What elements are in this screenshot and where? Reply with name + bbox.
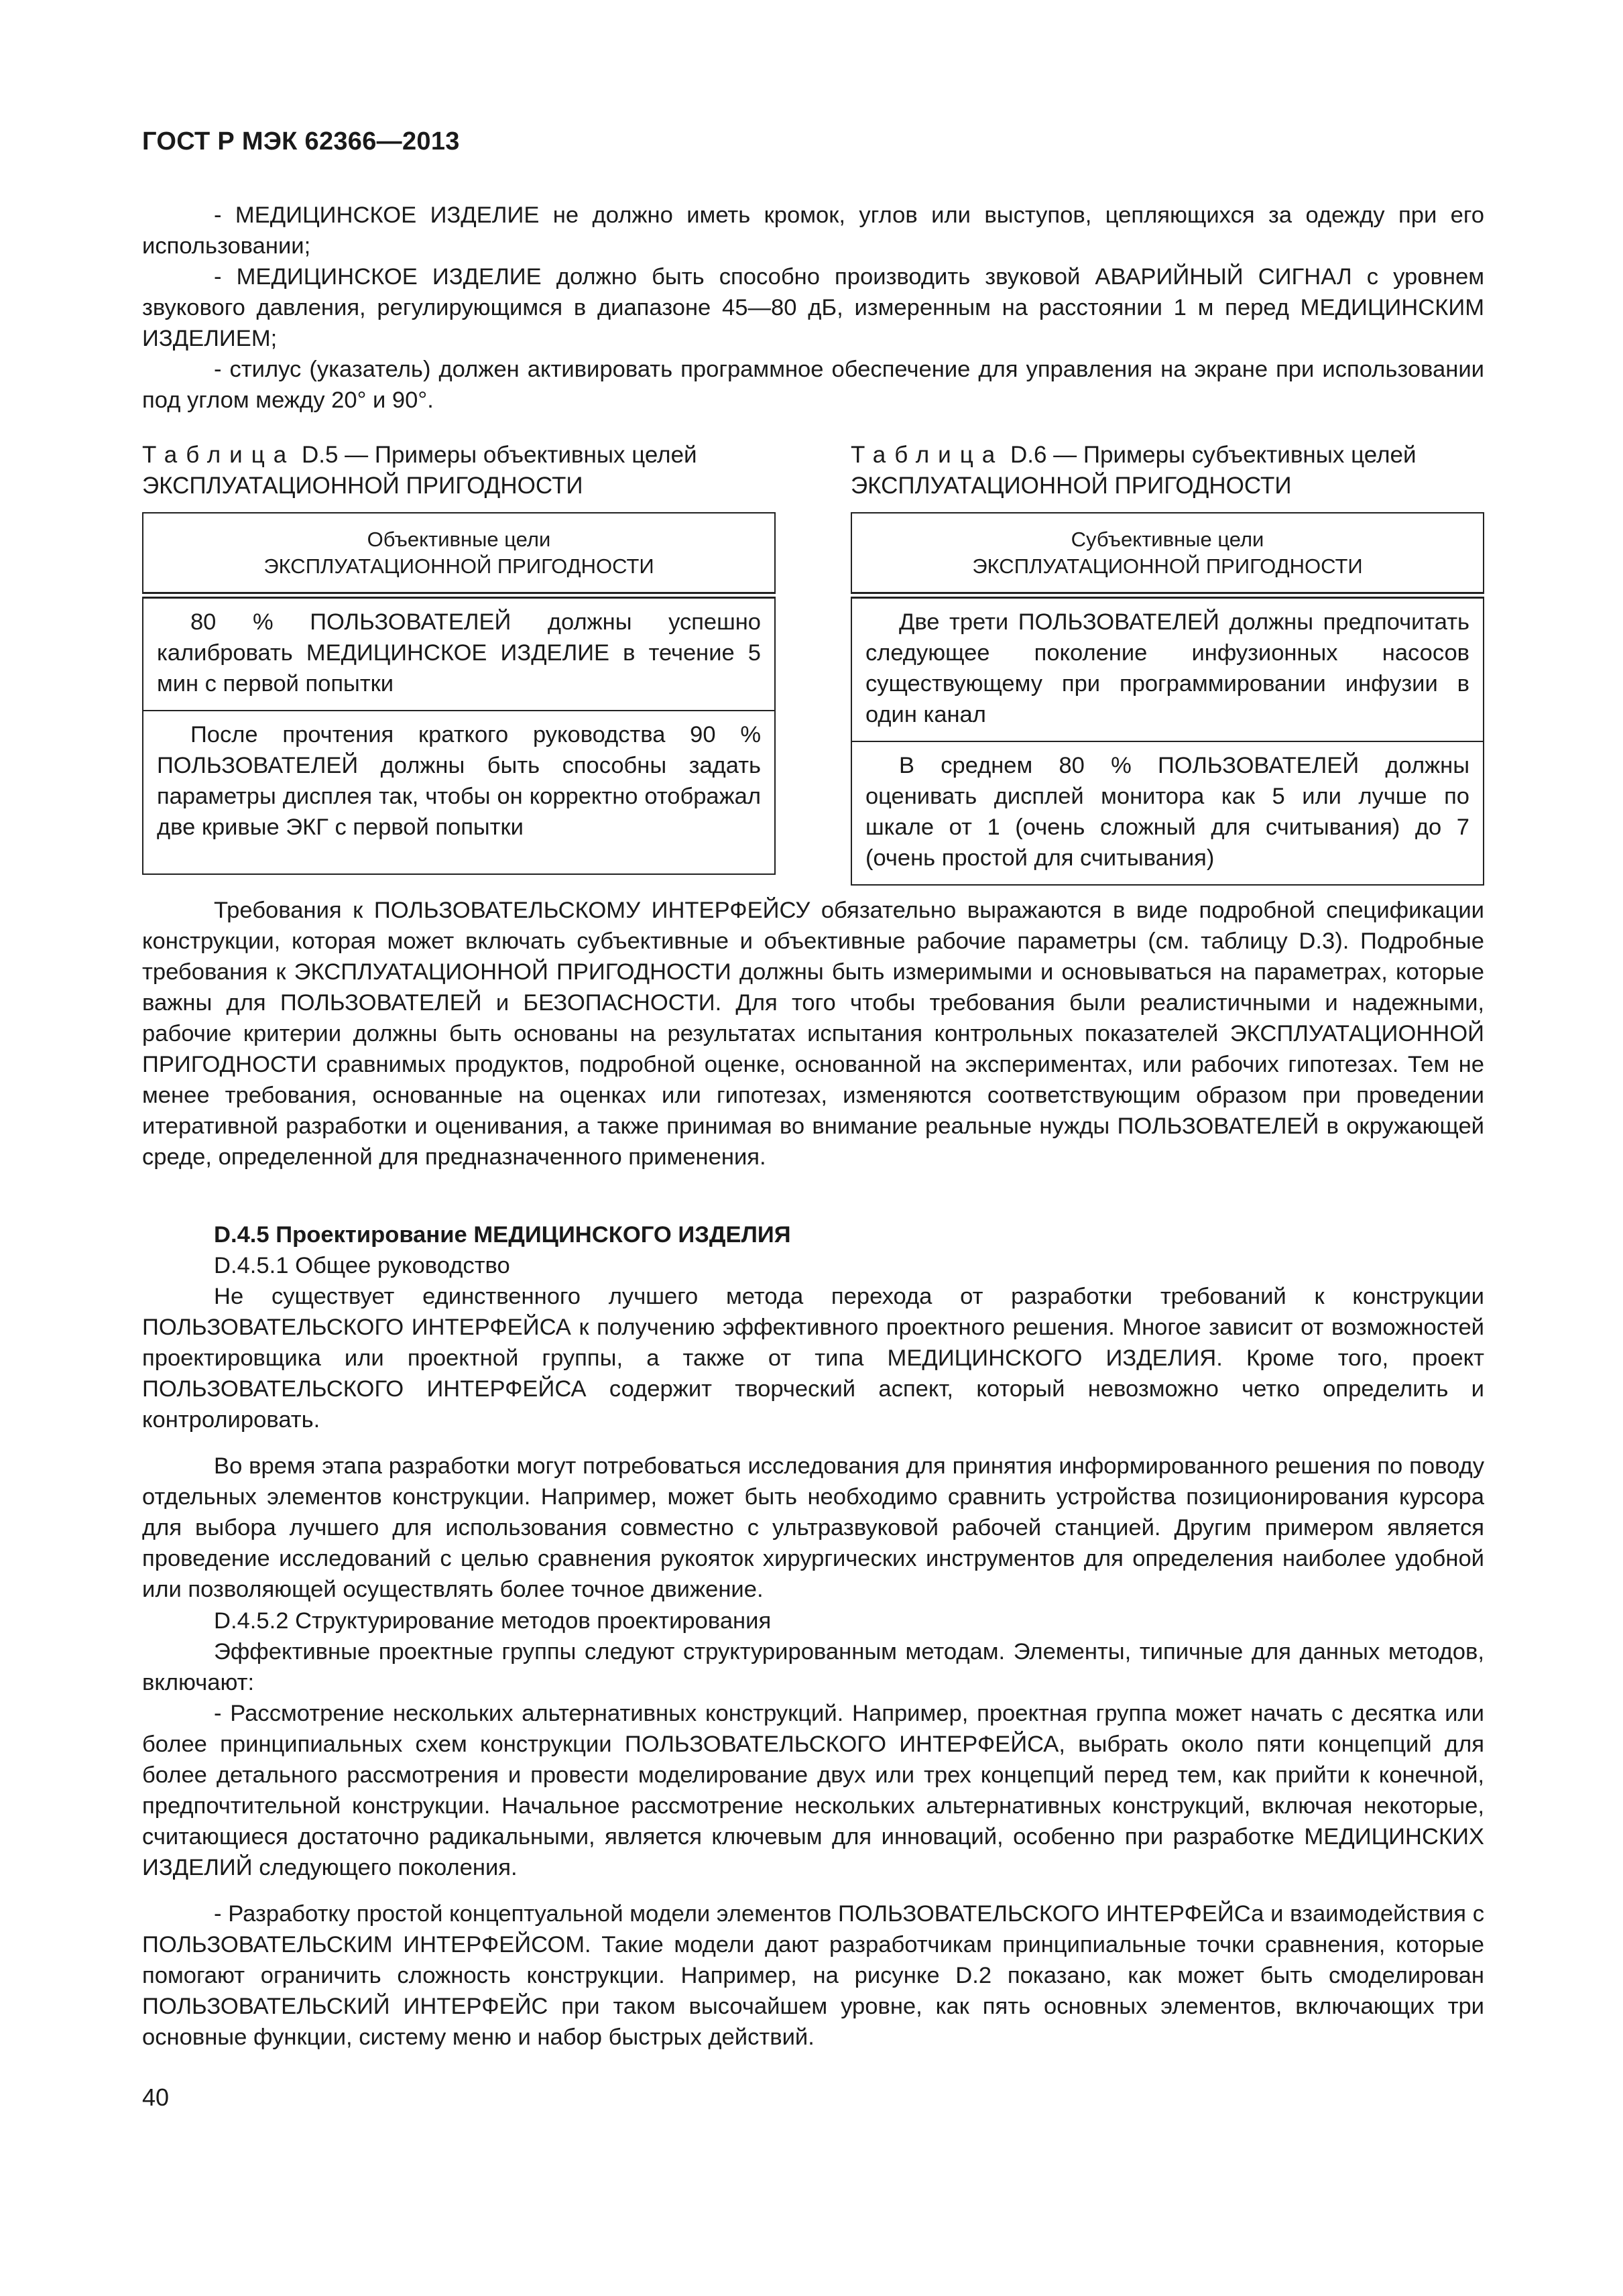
table-d6-header: Субъективные цели ЭКСПЛУАТАЦИОННОЙ ПРИГОДНОСТИ (851, 513, 1484, 595)
body-paragraph-4: Эффективные проектные группы следуют структурированным методам. Элементы, типичные для данных методов, включают: (142, 1639, 1484, 1695)
page-number: 40 (142, 2083, 170, 2111)
section-heading-d45: D.4.5 Проектирование МЕДИЦИНСКОГО ИЗДЕЛИЯ (214, 1222, 791, 1248)
section-heading-d452: D.4.5.2 Структурирование методов проектирования (214, 1608, 772, 1634)
table-d5 (142, 512, 776, 875)
table-d6 (851, 512, 1484, 886)
table-d6-cell-1: Две трети ПОЛЬЗОВАТЕЛЕЙ должны предпочитать следующее поколение инфузионных насосов существующему при программировании инфузии в один канал (851, 595, 1484, 741)
table-d6-caption-prefix: Таблица (851, 442, 1004, 468)
table-d5-header: Объективные цели ЭКСПЛУАТАЦИОННОЙ ПРИГОДНОСТИ (143, 513, 775, 595)
table-d5-cell-2: После прочтения краткого руководства 90 % ПОЛЬЗОВАТЕЛЕЙ должны быть способны задать параметры дисплея так, чтобы он корректно отображал две кривые ЭКГ с первой попытки (143, 711, 775, 874)
body-paragraph-3: Во время этапа разработки могут потребоваться исследования для принятия информированного решения по поводу отдельных элементов конструкции. Например, может быть необходимо сравнить устройства позиционирования курсора для выбора лучшего для использования совместно с ультразвуковой рабочей станцией. Другим примером является проведение исследований с целью сравнения рукояток хирургических инструментов для определения наиболее удобной или позволяющей осуществлять более точное движение. (142, 1453, 1484, 1602)
table-d6-cell-2: В среднем 80 % ПОЛЬЗОВАТЕЛЕЙ должны оценивать дисплей монитора как 5 или лучше по шкале от 1 (очень сложный для считывания) до 7 (очень простой для считывания) (851, 741, 1484, 885)
table-row (143, 711, 775, 874)
table-d6-caption (851, 440, 1484, 501)
body-paragraph-5: - Рассмотрение нескольких альтернативных конструкций. Например, проектная группа может начать с десятка или более принципиальных схем конструкции ПОЛЬЗОВАТЕЛЬСКОГО ИНТЕРФЕЙСА, выбрать около пяти концепций для более детального рассмотрения и провести моделирование двух или трех концепций перед тем, как прийти к конечной, предпочтительной конструкции. Начальное рассмотрение нескольких альтернативных конструкций, включая некоторые, считающиеся достаточно радикальными, является ключевым для инноваций, особенно при разработке МЕДИЦИНСКИХ ИЗДЕЛИЙ следующего поколения. (142, 1701, 1484, 1880)
table-d5-caption (142, 440, 776, 501)
body-paragraph-1: Требования к ПОЛЬЗОВАТЕЛЬСКОМУ ИНТЕРФЕЙСУ обязательно выражаются в виде подробной спецификации конструкции, которая может включать субъективные и объективные рабочие параметры (см. таблицу D.3). Подробные требования к ЭКСПЛУАТАЦИОННОЙ ПРИГОДНОСТИ должны быть измеримыми и основываться на параметрах, которые важны для ПОЛЬЗОВАТЕЛЕЙ и БЕЗОПАСНОСТИ. Для того чтобы требования были реалистичными и надежными, рабочие критерии должны быть основаны на результатах испытания контрольных показателей ЭКСПЛУАТАЦИОННОЙ ПРИГОДНОСТИ сравнимых продуктов, подробной оценке, основанной на экспериментах, или рабочих гипотезах. Тем не менее требования, основанные на оценках или гипотезах, изменяются соответствующим образом при проведении итеративной разработки и оценивания, а также принимая во внимание реальные нужды ПОЛЬЗОВАТЕЛЕЙ в окружающей среде, определенной для предназначенного применения. (142, 898, 1484, 1170)
table-d5-caption-text: D.5 — Примеры объективных целей ЭКСПЛУАТАЦИОННОЙ ПРИГОДНОСТИ (142, 442, 697, 499)
intro-item-1: - МЕДИЦИНСКОЕ ИЗДЕЛИЕ не должно иметь кромок, углов или выступов, цепляющихся за одежду при его использовании; (142, 202, 1484, 259)
body-paragraph-2: Не существует единственного лучшего метода перехода от разработки требований к конструкции ПОЛЬЗОВАТЕЛЬСКОГО ИНТЕРФЕЙСА к получению эффективного проектного решения. Многое зависит от возможностей проектировщика или проектной группы, а также от типа МЕДИЦИНСКОГО ИЗДЕЛИЯ. Кроме того, проект ПОЛЬЗОВАТЕЛЬСКОГО ИНТЕРФЕЙСА содержит творческий аспект, который невозможно четко определить и контролировать. (142, 1284, 1484, 1433)
table-d5-caption-prefix: Таблица (142, 442, 296, 468)
table-d6-caption-text: D.6 — Примеры субъективных целей ЭКСПЛУАТАЦИОННОЙ ПРИГОДНОСТИ (851, 442, 1417, 499)
table-d5-cell-1: 80 % ПОЛЬЗОВАТЕЛЕЙ должны успешно калибровать МЕДИЦИНСКОЕ ИЗДЕЛИЕ в течение 5 мин с первой попытки (143, 595, 775, 711)
body-paragraph-6: - Разработку простой концептуальной модели элементов ПОЛЬЗОВАТЕЛЬСКОГО ИНТЕРФЕЙСа и взаимодействия с ПОЛЬЗОВАТЕЛЬСКИМ ИНТЕРФЕЙСОМ. Такие модели дают разработчикам принципиальные точки сравнения, которые помогают ограничить сложность конструкции. Например, на рисунке D.2 показано, как может быть смоделирован ПОЛЬЗОВАТЕЛЬСКИЙ ИНТЕРФЕЙС при таком высочайшем уровне, как пять основных элементов, включающих три основные функции, систему меню и набор быстрых действий. (142, 1901, 1484, 2050)
page-header: ГОСТ Р МЭК 62366—2013 (142, 127, 460, 156)
table-row (851, 595, 1484, 741)
table-row (851, 741, 1484, 885)
intro-item-2: - МЕДИЦИНСКОЕ ИЗДЕЛИЕ должно быть способно производить звуковой АВАРИЙНЫЙ СИГНАЛ с уровнем звукового давления, регулирующимся в диапазоне 45—80 дБ, измеренным на расстоянии 1 м перед МЕДИЦИНСКИМ ИЗДЕЛИЕМ; (142, 264, 1484, 351)
table-row (143, 595, 775, 711)
intro-item-3: - стилус (указатель) должен активировать программное обеспечение для управления на экране при использовании под углом между 20° и 90°. (142, 357, 1484, 413)
section-heading-d451: D.4.5.1 Общее руководство (214, 1253, 510, 1278)
